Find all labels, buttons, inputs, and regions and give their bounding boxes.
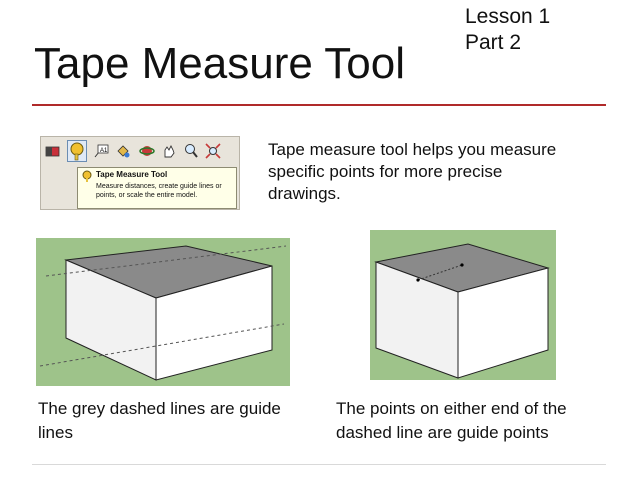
description-text: Tape measure tool helps you measure specific points for more precise drawings. xyxy=(268,140,557,203)
svg-text:A1: A1 xyxy=(100,148,108,154)
zoom-icon xyxy=(183,143,199,159)
zoom-extents-icon xyxy=(205,143,221,159)
tooltip xyxy=(77,167,237,209)
lesson-number: Lesson 1 xyxy=(465,5,551,28)
guide-point xyxy=(460,263,463,266)
title-divider xyxy=(32,104,606,106)
lesson-label xyxy=(465,4,550,56)
box-guide-points-image xyxy=(370,230,556,380)
caption-guide-lines: The grey dashed lines are guide lines xyxy=(38,399,281,442)
orbit-icon xyxy=(139,143,155,159)
box-guide-lines-image xyxy=(36,238,290,386)
toolbar-screenshot xyxy=(40,136,240,210)
footer-divider xyxy=(32,464,606,465)
tooltip-title: Tape Measure Tool xyxy=(96,170,168,179)
tape-measure-icon xyxy=(67,140,87,162)
eraser-icon xyxy=(45,143,61,159)
guide-point xyxy=(416,278,419,281)
slide-title: Tape Measure Tool xyxy=(34,39,405,88)
caption-guide-points: The points on either end of the dashed line are guide points xyxy=(336,399,567,442)
tooltip-body: Measure distances, create guide lines or points, or scale the entire model. xyxy=(96,183,222,199)
text-icon xyxy=(93,143,109,159)
paint-bucket-icon xyxy=(115,143,131,159)
tape-measure-icon xyxy=(81,170,93,182)
pan-hand-icon xyxy=(161,143,177,159)
lesson-part: Part 2 xyxy=(465,31,522,54)
